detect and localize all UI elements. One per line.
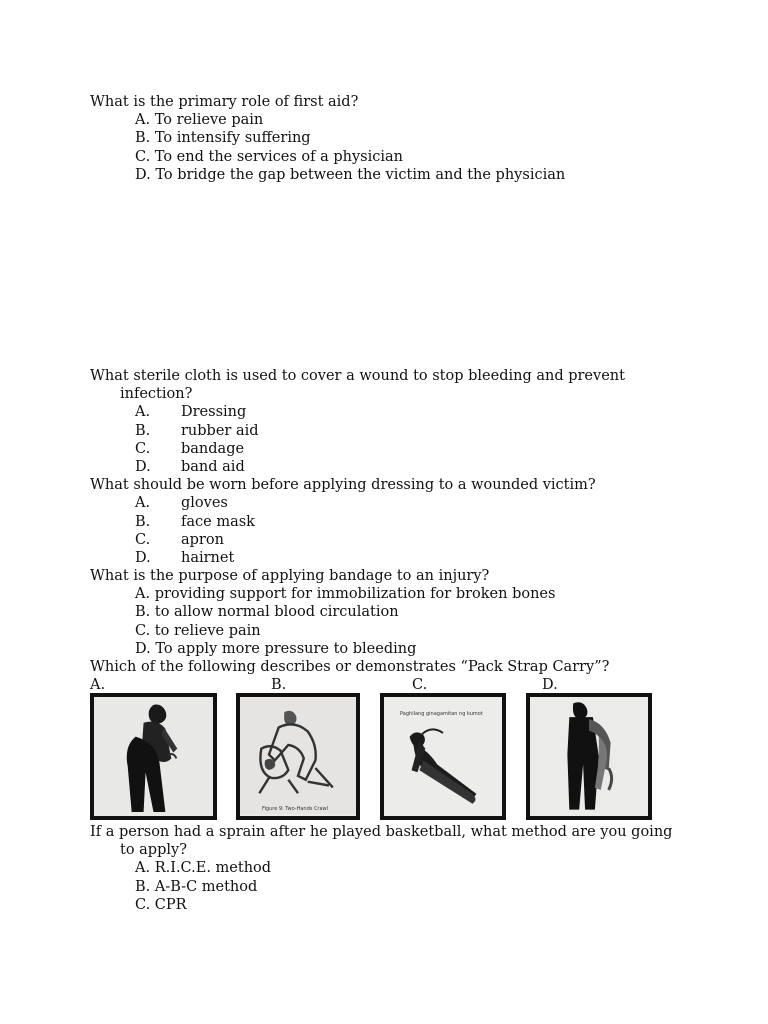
option-c bbox=[90, 531, 710, 549]
question-3-text: What should be worn before applying dressing to a wounded victim? bbox=[90, 477, 596, 494]
option-b: B. To intensify suffering bbox=[135, 130, 311, 147]
option-d: D. To apply more pressure to bleeding bbox=[135, 640, 417, 657]
option-letter: B. bbox=[135, 513, 151, 530]
question-text-continued: infection? bbox=[120, 386, 193, 403]
option-text: rubber aid bbox=[181, 422, 259, 439]
person-carry-illustration-b bbox=[240, 697, 356, 816]
option-a: A. R.I.C.E. method bbox=[135, 860, 272, 877]
image-caption-b: Figure 9: Two-Hands Crawl bbox=[262, 806, 329, 812]
image-label-b: B. bbox=[271, 677, 287, 693]
option-b: B. A-B-C method bbox=[135, 878, 258, 895]
question-text-continued: to apply? bbox=[120, 842, 187, 859]
person-carry-illustration-a bbox=[94, 697, 213, 816]
option-a: A. providing support for immobilization for broken bones bbox=[135, 586, 556, 603]
option-d bbox=[90, 549, 710, 567]
image-label-c: C. bbox=[412, 677, 428, 693]
option-letter: A. bbox=[135, 404, 151, 421]
question-text: What sterile cloth is used to cover a wound to stop bleeding and prevent bbox=[90, 368, 625, 384]
option-b: B. to allow normal blood circulation bbox=[135, 604, 399, 621]
option-c: C. CPR bbox=[135, 896, 187, 913]
option-text: bandage bbox=[181, 440, 245, 457]
option-b bbox=[90, 513, 710, 531]
question-4-text: What is the purpose of applying bandage to an injury? bbox=[90, 568, 490, 585]
image-caption-c: Paghilang ginagamitan ng kumot bbox=[400, 711, 483, 717]
option-c: C. To end the services of a physician bbox=[135, 148, 403, 165]
image-choices bbox=[90, 693, 690, 823]
question-2 bbox=[90, 367, 710, 676]
option-text: Dressing bbox=[181, 404, 247, 421]
option-text: apron bbox=[181, 531, 224, 548]
option-letter: D. bbox=[135, 549, 151, 566]
option-letter: D. bbox=[135, 458, 151, 475]
option-letter: C. bbox=[135, 531, 151, 548]
option-d bbox=[90, 458, 710, 476]
image-label-a: A. bbox=[90, 677, 106, 693]
option-text: hairnet bbox=[181, 549, 235, 566]
image-label-d: D. bbox=[542, 677, 558, 693]
option-letter: B. bbox=[135, 422, 151, 439]
image-option-c bbox=[380, 693, 506, 820]
question-text: If a person had a sprain after he played basketball, what method are you going bbox=[90, 824, 673, 840]
option-text: gloves bbox=[181, 495, 228, 512]
option-c bbox=[90, 440, 710, 458]
image-option-a bbox=[90, 693, 217, 820]
option-b bbox=[90, 422, 710, 440]
option-text: band aid bbox=[181, 458, 245, 475]
question-text: What is the primary role of first aid? bbox=[90, 94, 359, 110]
option-d: D. To bridge the gap between the victim and the physician bbox=[135, 166, 566, 183]
option-a bbox=[90, 403, 710, 421]
question-1 bbox=[90, 93, 710, 184]
option-a bbox=[90, 494, 710, 512]
question-5-text: Which of the following describes or demonstrates “Pack Strap Carry”? bbox=[90, 659, 610, 675]
person-carry-illustration-d bbox=[530, 697, 648, 816]
image-option-d bbox=[526, 693, 652, 820]
option-letter: C. bbox=[135, 440, 151, 457]
option-text: face mask bbox=[181, 513, 255, 530]
question-6 bbox=[90, 823, 710, 914]
option-a: A. To relieve pain bbox=[135, 112, 264, 129]
option-c: C. to relieve pain bbox=[135, 622, 261, 639]
person-carry-illustration-c bbox=[384, 697, 502, 816]
option-letter: A. bbox=[135, 495, 151, 512]
image-option-b bbox=[236, 693, 360, 820]
